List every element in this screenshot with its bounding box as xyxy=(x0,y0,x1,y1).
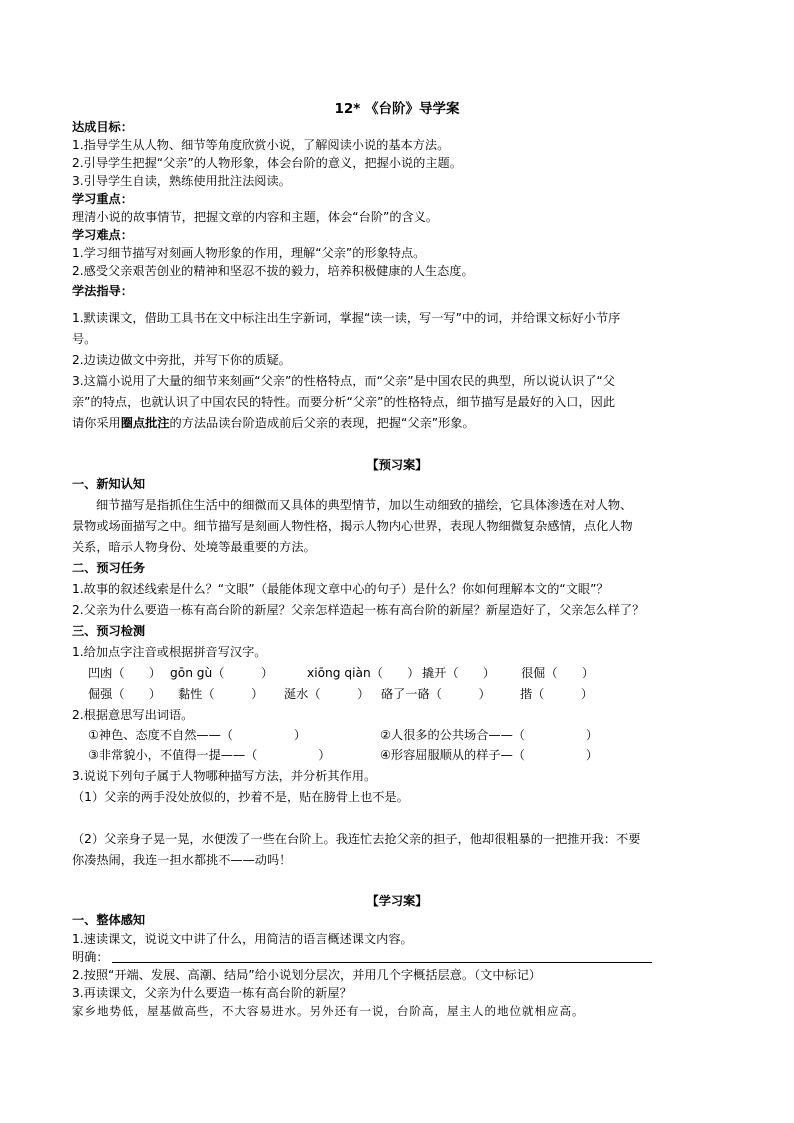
meaning-item: ③非常貌小，不值得一提——（ ） xyxy=(88,748,331,762)
question: 1.给加点字注音或根据拼音写汉字。 xyxy=(72,645,267,659)
question: 1.速读课文，说说文中讲了什么，用简洁的语言概述课文内容。 xyxy=(72,932,413,946)
method-p2: 2.边读边做文中旁批，并写下你的质疑。 xyxy=(72,353,291,367)
goals-heading: 达成目标： xyxy=(72,120,133,134)
section-heading: 一、新知认知 xyxy=(72,477,146,491)
key-points-heading: 学习重点： xyxy=(72,192,133,206)
difficulty-item: 1.学习细节描写对刻画人物形象的作用，理解“父亲”的形象特点。 xyxy=(72,246,426,260)
meaning-item: ④形容屈服顺从的样子—（ ） xyxy=(380,748,599,762)
word-item: 硌了一硌（ ） xyxy=(381,687,491,701)
method-p1: 号。 xyxy=(72,332,97,346)
word-item: 涎水（ ） xyxy=(284,687,370,701)
question: 2.父亲为什么要造一栋有高台阶的新屋？父亲怎样造起一栋有高台阶的新屋？新屋造好了，父亲怎么样了？ xyxy=(72,603,645,617)
sentence: （1）父亲的两手没处放似的，抄着不是，贴在膀骨上也不是。 xyxy=(72,790,409,804)
method-heading: 学法指导： xyxy=(72,284,133,298)
preview-heading: 【预习案】 xyxy=(366,458,428,472)
meaning-item: ②人很多的公共场合——（ ） xyxy=(380,728,599,742)
method-p3-bold: 圈点批注 xyxy=(120,416,170,430)
question: 3.说说下列句子属于人物哪种描写方法，并分析其作用。 xyxy=(72,769,377,783)
section-heading: 二、预习任务 xyxy=(72,561,146,575)
meaning-item: ①神色、态度不自然——（ ） xyxy=(88,728,307,742)
word-item: 很倔（ ） xyxy=(521,666,595,680)
study-heading: 【学习案】 xyxy=(366,894,428,908)
goal-item: 2.引导学生把握“父亲”的人物形象，体会台阶的意义，把握小说的主题。 xyxy=(72,156,462,170)
section-heading: 三、预习检测 xyxy=(72,624,146,638)
page-title: 12* 《台阶》导学案 xyxy=(334,101,460,117)
question: 2.根据意思写出词语。 xyxy=(72,708,194,722)
question: 1.故事的叙述线索是什么？“文眼”（最能体现文章中心的句子）是什么？你如何理解本文的“文眼”？ xyxy=(72,582,609,596)
difficulty-item: 2.感受父亲艰苦创业的精神和坚忍不拔的毅力，培养积极健康的人生态度。 xyxy=(72,264,474,278)
handwritten-answer: 家乡地势低，屋基做高些，不大容易进水。另外还有一说，台阶高，屋主人的地位就相应高。 xyxy=(72,1004,585,1018)
answer-line[interactable] xyxy=(112,962,652,963)
question: 3.再读课文，父亲为什么要造一栋有高台阶的新屋？ xyxy=(72,986,352,1000)
method-p1: 1.默读课文，借助工具书在文中标注出生字新词，掌握“读一读，写一写”中的词，并给课文标好小节序 xyxy=(72,311,621,325)
word-item: xiōng qiàn（ ） xyxy=(307,666,420,680)
method-p3-text: 请你采用 xyxy=(72,416,121,430)
sentence: 你凑热闹，我连一担水都挑不——动吗！ xyxy=(72,853,292,867)
paragraph-line: 细节描写是指抓住生活中的细微而又具体的典型情节，加以生动细致的描绘，它具体渗透在对人物、 xyxy=(96,498,633,512)
method-p3: 亲”的特点，也就认识了中国农民的特性。而要分析“父亲”的性格特点，细节描写是最好的入口，因此 xyxy=(72,395,616,409)
method-p3-text: 的方法品读台阶造成前后父亲的表现，把握“父亲”形象。 xyxy=(169,416,475,430)
word-item: 倔强（ ） xyxy=(88,687,162,701)
answer-label: 明确： xyxy=(72,950,109,964)
word-item: gōn gù（ ） xyxy=(170,666,274,680)
word-item: 黏性（ ） xyxy=(178,687,264,701)
paragraph-line: 关系，暗示人物身份、处境等最重要的方法。 xyxy=(72,540,316,554)
sentence: （2）父亲身子晃一晃，水便泼了一些在台阶上。我连忙去抢父亲的担子，他却很粗暴的一把推开我：不要 xyxy=(72,832,641,846)
difficulties-heading: 学习难点： xyxy=(72,228,133,242)
section-heading: 一、整体感知 xyxy=(72,913,146,927)
question: 2.按照“开端、发展、高潮、结局”给小说划分层次，并用几个字概括层意。（文中标记） xyxy=(72,968,542,982)
method-p3: 3.这篇小说用了大量的细节来刻画“父亲”的性格特点，而“父亲”是中国农民的典型，所以说认识了“父 xyxy=(72,374,615,388)
word-item: 撬开（ ） xyxy=(422,666,496,680)
word-item: 揩（ ） xyxy=(520,687,594,701)
goal-item: 3.引导学生自读，熟练使用批注法阅读。 xyxy=(72,174,291,188)
word-item: 凹凼（ ） xyxy=(88,666,162,680)
goal-item: 1.指导学生从人物、细节等角度欣赏小说，了解阅读小说的基本方法。 xyxy=(72,138,450,152)
method-p3 xyxy=(72,415,475,431)
key-points-text: 理清小说的故事情节，把握文章的内容和主题，体会“台阶”的含义。 xyxy=(72,210,439,224)
paragraph-line: 景物或场面描写之中。细节描写是刻画人物性格，揭示人物内心世界，表现人物细微复杂感情，点化人物 xyxy=(72,519,633,533)
